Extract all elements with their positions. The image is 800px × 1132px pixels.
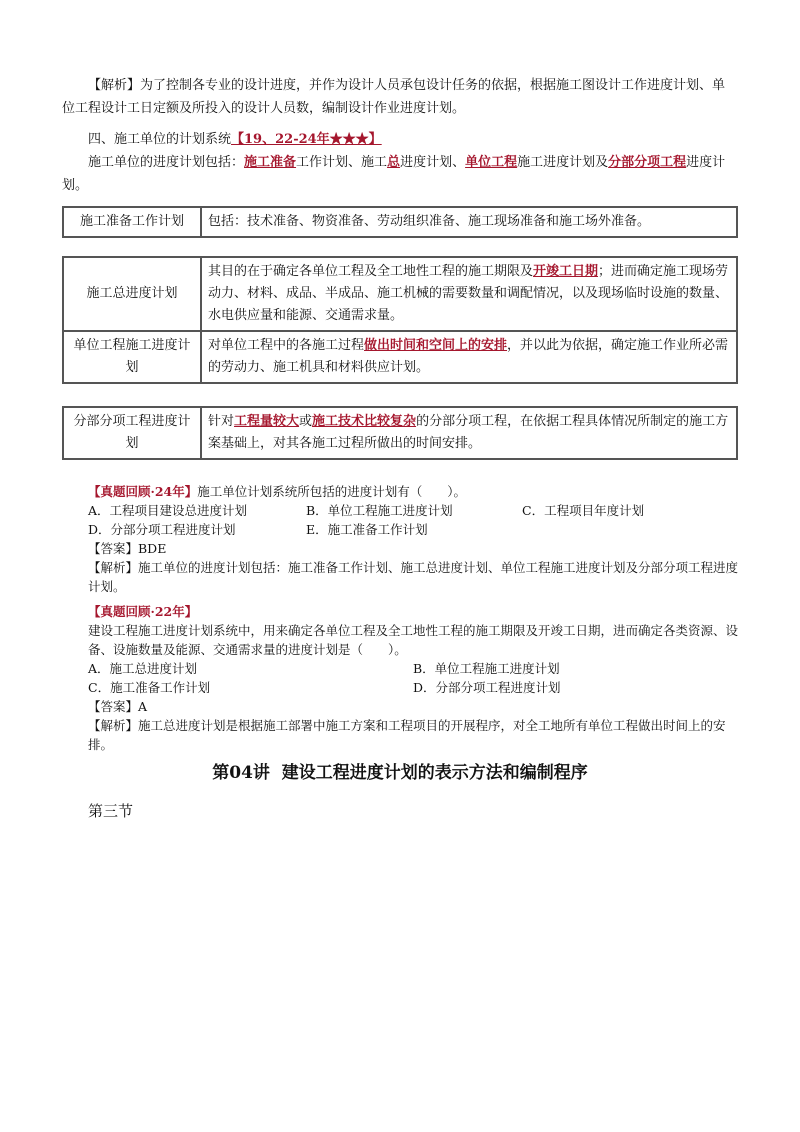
option-a: A．工程项目建设总进度计划 <box>88 503 248 518</box>
table-key: 单位工程施工进度计划 <box>63 331 201 383</box>
question-tag: 【真题回顾·22年】 <box>88 604 198 619</box>
question-2 <box>88 602 738 754</box>
table-key: 分部分项工程进度计划 <box>63 407 201 459</box>
frequency-tag: 【19、22-24年★★★】 <box>231 132 382 147</box>
cell-text: ，并以此为依据，确定施工作业所必需的劳动力、施工机具和材料供应计划。 <box>208 338 729 375</box>
option-c: C．施工准备工作计划 <box>88 680 211 695</box>
question-stem <box>88 482 738 501</box>
highlight-text: 分部分项工程 <box>608 155 687 170</box>
analysis: 【解析】施工单位的进度计划包括：施工准备工作计划、施工总进度计划、单位工程施工进度计划及分部分项工程进度计划。 <box>88 560 739 594</box>
options-row <box>88 678 738 697</box>
analysis-text: 为了控制各专业的设计进度，并作为设计人员承包设计任务的依据，根据施工图设计工作进度计划、单位工程设计工日定额及所投入的设计人员数，编制设计作业进度计划。 <box>62 78 726 116</box>
options-row <box>88 501 738 520</box>
table-row <box>63 257 737 331</box>
cell-text: 针对 <box>208 414 235 429</box>
question-stem <box>88 602 738 659</box>
cell-text: 的分部分项工程，在依据工程具体情况所制定的施工方案基础上，对其各施工过程所做出的时间安排。 <box>208 414 729 451</box>
table-row <box>63 407 737 459</box>
highlight-text: 做出时间和空间上的安排 <box>364 338 508 353</box>
analysis-paragraph <box>62 74 738 120</box>
table-value <box>201 331 737 383</box>
definition-table-3 <box>62 406 738 460</box>
intro-text: 进度计划。 <box>62 155 726 193</box>
section-label: 第三节 <box>88 802 134 820</box>
highlight-text: 工程量较大 <box>234 414 300 429</box>
answer: 【答案】BDE <box>88 541 167 556</box>
lecture-heading: 第04讲 建设工程进度计划的表示方法和编制程序 <box>212 763 588 783</box>
cell-text: 或 <box>299 414 313 429</box>
table-key: 施工总进度计划 <box>63 257 201 331</box>
intro-paragraph <box>62 151 738 197</box>
highlight-text: 单位工程 <box>465 155 518 170</box>
table-row <box>63 207 737 237</box>
table-value <box>201 257 737 331</box>
cell-text: 其目的在于确定各单位工程及全工地性工程的施工期限及 <box>208 264 534 279</box>
options-row <box>88 520 738 539</box>
option-b: B．单位工程施工进度计划 <box>306 503 453 518</box>
option-c: C．工程项目年度计划 <box>522 503 645 518</box>
answer: 【答案】A <box>88 699 148 714</box>
intro-text: 施工单位的进度计划包括： <box>88 155 245 170</box>
highlight-text: 总 <box>387 155 401 170</box>
highlight-text: 施工准备 <box>244 155 297 170</box>
definition-table-2 <box>62 256 738 384</box>
analysis: 【解析】施工总进度计划是根据施工部署中施工方案和工程项目的开展程序，对全工地所有单位工程做出时间上的安排。 <box>88 718 726 752</box>
option-d: D．分部分项工程进度计划 <box>88 522 236 537</box>
option-d: D．分部分项工程进度计划 <box>413 680 561 695</box>
cell-text: 对单位工程中的各施工过程 <box>208 338 365 353</box>
highlight-text: 开竣工日期 <box>533 264 599 279</box>
highlight-text: 施工技术比较复杂 <box>312 414 417 429</box>
question-text: 施工单位计划系统所包括的进度计划有（ ）。 <box>197 484 467 499</box>
table-row <box>63 331 737 383</box>
intro-text: 进度计划、 <box>400 155 466 170</box>
intro-text: 施工进度计划及 <box>517 155 609 170</box>
section-title <box>62 128 738 151</box>
options-row <box>88 659 738 678</box>
question-tag: 【真题回顾·24年】 <box>88 484 198 499</box>
analysis-label: 【解析】 <box>88 78 141 93</box>
table-value <box>201 407 737 459</box>
section-title-text: 四、施工单位的计划系统 <box>88 132 232 147</box>
definition-table-1 <box>62 206 738 238</box>
intro-text: 工作计划、施工 <box>296 155 388 170</box>
table-value: 包括：技术准备、物资准备、劳动组织准备、施工现场准备和施工场外准备。 <box>201 207 737 237</box>
cell-text: ；进而确定施工现场劳动力、材料、成品、半成品、施工机械的需要数量和调配情况，以及现场临时设施的数量、水电供应量和能源、交通需求量。 <box>208 264 729 323</box>
question-1 <box>88 482 738 596</box>
question-text: 建设工程施工进度计划系统中，用来确定各单位工程及全工地性工程的施工期限及开竣工日期，进而确定各类资源、设备、设施数量及能源、交通需求量的进度计划是（ ）。 <box>88 623 739 657</box>
table-key: 施工准备工作计划 <box>63 207 201 237</box>
option-a: A．施工总进度计划 <box>88 661 198 676</box>
option-b: B．单位工程施工进度计划 <box>413 661 560 676</box>
option-e: E．施工准备工作计划 <box>306 522 428 537</box>
